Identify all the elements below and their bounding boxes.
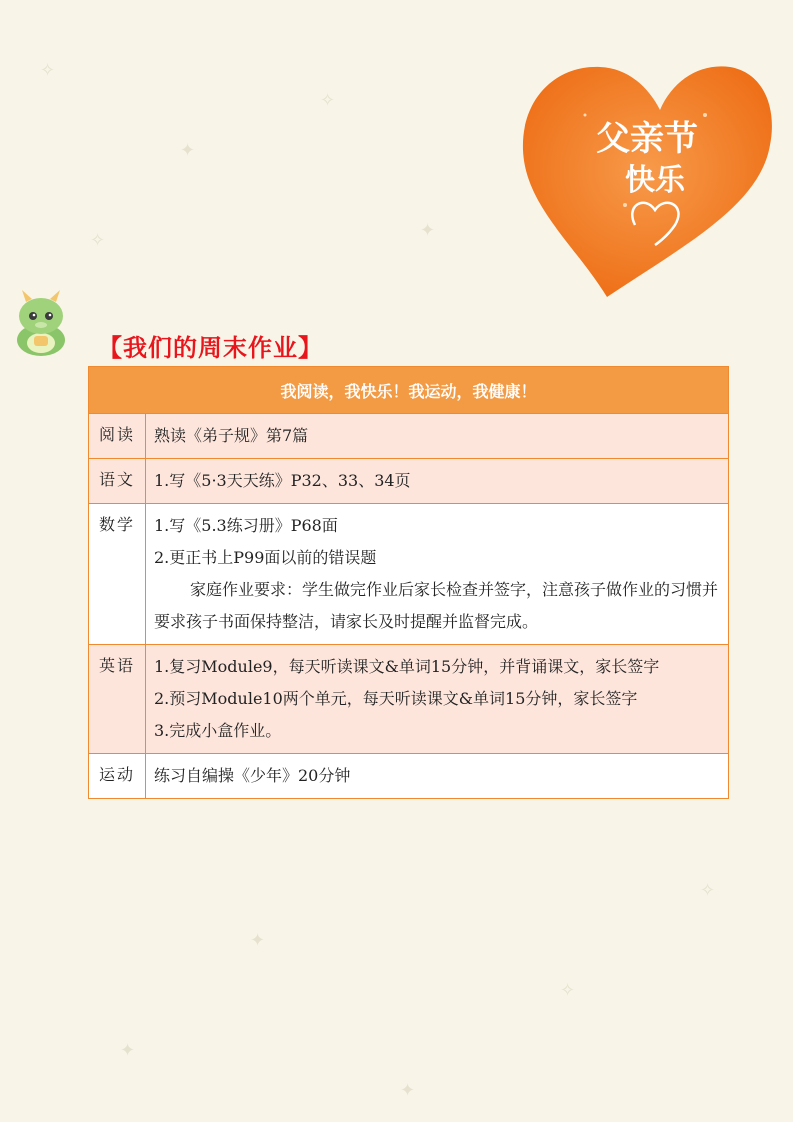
table-row [89,414,729,459]
homework-table [88,366,729,799]
task-cell [146,414,729,459]
table-row [89,504,729,645]
background-mark: ✦ [120,1040,136,1061]
badge-line1: 父亲节 [596,119,698,159]
table-header: 我阅读，我快乐！我运动，我健康！ [89,367,729,414]
task-cell [146,754,729,799]
task-line: 2.预习Module10两个单元，每天听读课文&单词15分钟，家长签字 [154,689,638,708]
background-mark: ✦ [420,220,436,241]
task-line: 1.写《5.3练习册》P68面 [154,516,338,535]
task-line: 2.更正书上P99面以前的错误题 [154,548,377,567]
table-row [89,754,729,799]
dragon-mascot-icon [10,288,72,358]
background-mark: ✧ [40,60,56,81]
homework-requirement-note: 家庭作业要求：学生做完作业后家长检查并签字，注意孩子做作业的习惯并要求孩子书面保持整洁，请家长及时提醒并监督完成。 [154,580,719,631]
subject-label: 英语 [89,645,146,754]
subject-label: 数学 [89,504,146,645]
task-line: 熟读《弟子规》第7篇 [154,426,309,445]
background-mark: ✦ [250,930,266,951]
table-row [89,459,729,504]
background-mark: ✦ [400,1080,416,1101]
background-mark: ✧ [700,880,716,901]
subject-label: 运动 [89,754,146,799]
task-cell [146,645,729,754]
table-row [89,645,729,754]
section-title: 【我们的周末作业】 [98,333,323,362]
subject-label: 阅读 [89,414,146,459]
task-line: 1.写《5·3天天练》P32、33、34页 [154,471,411,490]
task-line: 3.完成小盒作业。 [154,721,282,740]
background-mark: ✧ [560,980,576,1001]
task-line: 练习自编操《少年》20分钟 [154,766,351,785]
task-cell [146,459,729,504]
fathers-day-heart-icon [515,55,777,300]
task-line: 1.复习Module9，每天听读课文&单词15分钟，并背诵课文，家长签字 [154,657,660,676]
task-cell [146,504,729,645]
background-mark: ✧ [90,230,106,251]
badge-line2: 快乐 [625,163,685,198]
background-mark: ✧ [320,90,336,111]
background-mark: ✦ [180,140,196,161]
subject-label: 语文 [89,459,146,504]
